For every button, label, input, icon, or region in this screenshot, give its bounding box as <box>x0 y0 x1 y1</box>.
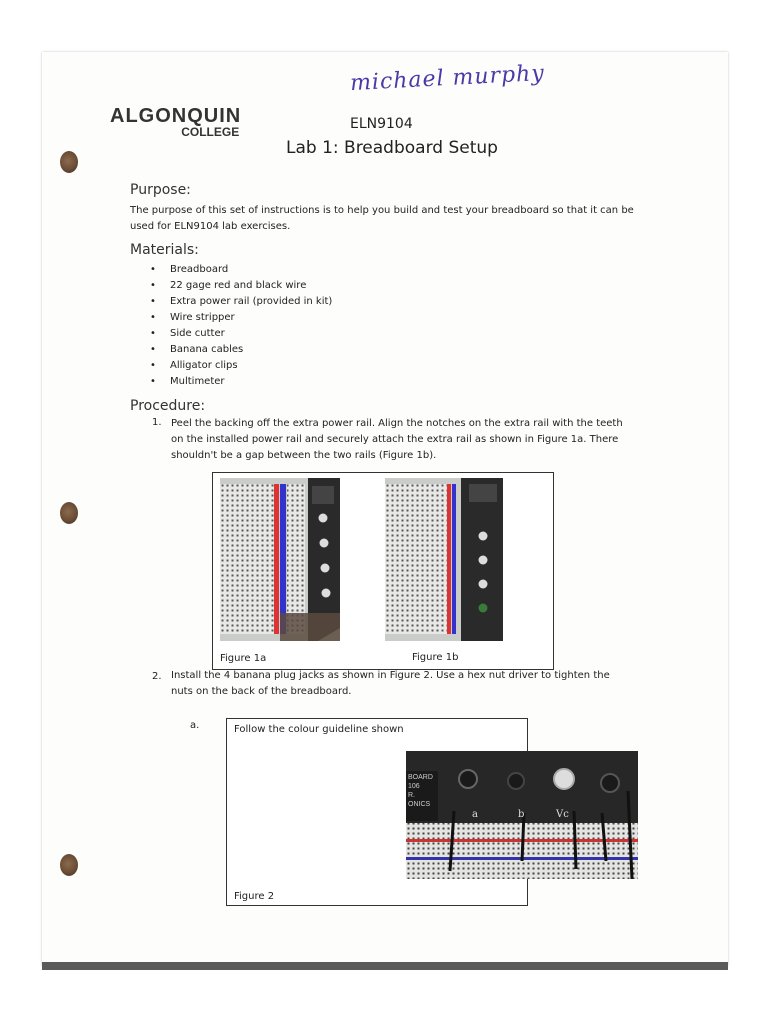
list-item: • Banana cables <box>150 342 332 358</box>
college-logo <box>110 106 241 138</box>
list-item: • Breadboard <box>150 262 332 278</box>
list-item: • Side cutter <box>150 326 332 342</box>
procedure-heading: Procedure: <box>130 398 206 414</box>
step-number: 1. <box>152 417 162 428</box>
jack-label: b <box>518 809 525 820</box>
figure1b-photo <box>385 478 503 641</box>
jack-label: a <box>472 809 478 820</box>
binder-hole <box>60 854 78 876</box>
list-item: • 22 gage red and black wire <box>150 278 332 294</box>
board-label: ONICS <box>408 801 431 808</box>
figure2-caption: Figure 2 <box>234 891 275 902</box>
substep-label: a. <box>190 720 200 731</box>
document-title: Lab 1: Breadboard Setup <box>286 138 498 158</box>
figure2-photo <box>406 751 638 879</box>
purpose-text: The purpose of this set of instructions is to help you build and test your breadboard so that it can be used for ELN9104 lab exercises. <box>130 205 634 232</box>
course-code: ELN9104 <box>350 116 413 132</box>
board-label: 106 <box>408 783 420 790</box>
step2-text: Install the 4 banana plug jacks as shown in Figure 2. Use a hex nut driver to tighten the nuts on the back of the breadboard. <box>171 670 610 697</box>
step-number: 2. <box>152 671 162 682</box>
figure2-instruction: Follow the colour guideline shown <box>234 724 404 735</box>
handwritten-signature: michael murphy <box>349 60 546 97</box>
binder-hole <box>60 151 78 173</box>
binder-hole <box>60 502 78 524</box>
figure1a-caption: Figure 1a <box>220 653 267 664</box>
scan-edge <box>42 962 728 970</box>
board-label: BOARD <box>408 774 433 781</box>
step1-text: Peel the backing off the extra power rail. Align the notches on the extra rail with the teeth on the installed power rail and securely attach the extra rail as shown in Figure 1a. There shouldn't be a gap between the two rails (Figure 1b). <box>171 418 623 461</box>
logo-line2: COLLEGE <box>181 125 240 139</box>
logo-line1: ALGONQUIN <box>110 105 242 127</box>
figure1b-caption: Figure 1b <box>412 652 459 663</box>
materials-list <box>150 262 332 390</box>
list-item: • Extra power rail (provided in kit) <box>150 294 332 310</box>
purpose-heading: Purpose: <box>130 182 191 198</box>
list-item: • Wire stripper <box>150 310 332 326</box>
materials-heading: Materials: <box>130 242 199 258</box>
figure1a-photo <box>220 478 340 641</box>
board-label: R. <box>408 792 415 799</box>
list-item: • Multimeter <box>150 374 332 390</box>
jack-label: Vc <box>556 809 569 820</box>
list-item: • Alligator clips <box>150 358 332 374</box>
